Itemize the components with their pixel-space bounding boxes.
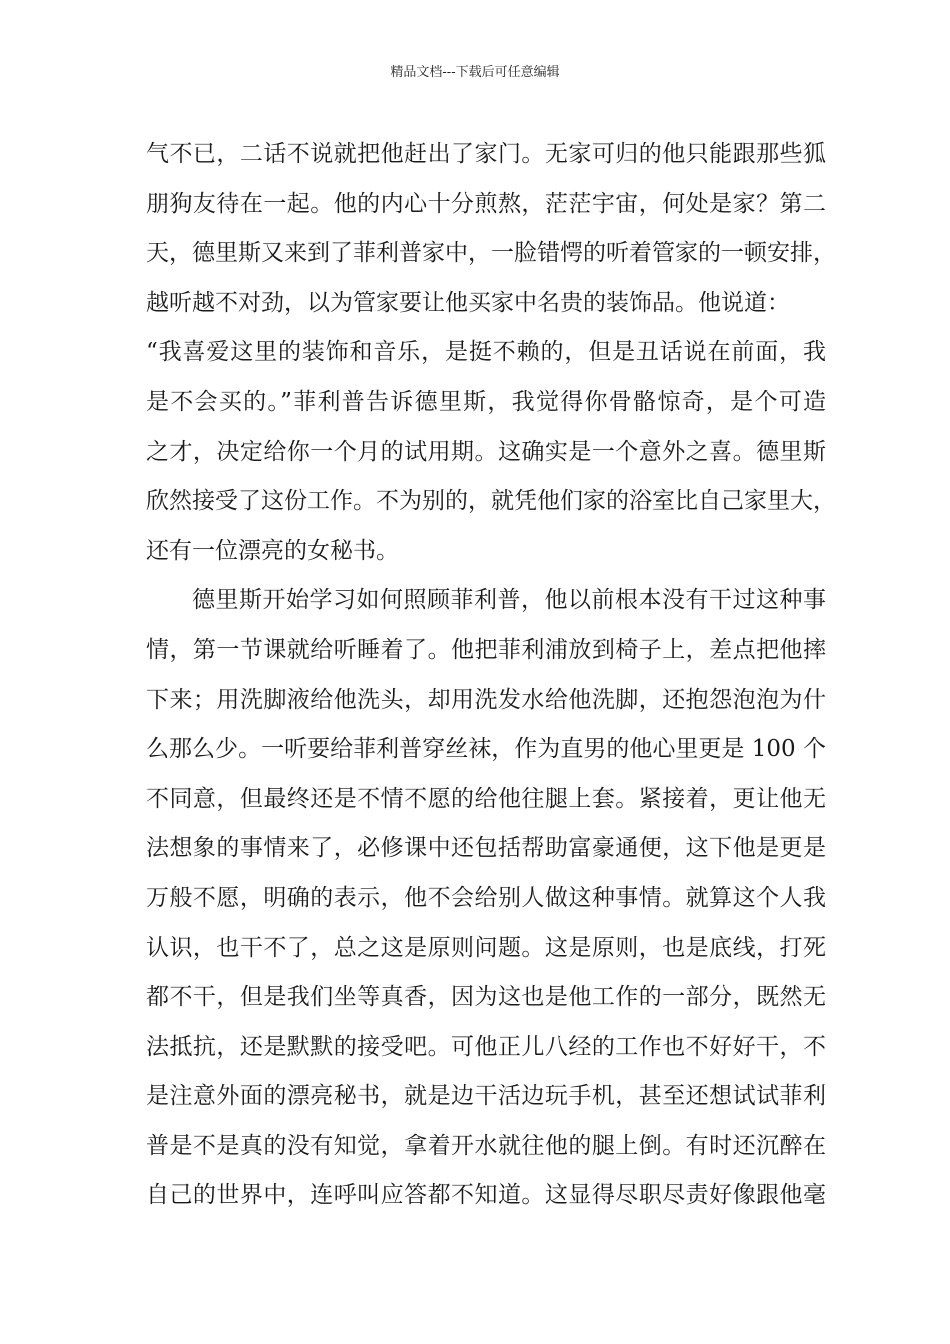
paragraph-2 [146,576,826,1221]
text-line: 还有一位漂亮的女秘书。 [146,537,399,564]
text-line: 法想象的事情来了，必修课中还包括帮助富豪通便，这下他是更是 [146,835,826,862]
text-line: 欣然接受了这份工作。不为别的，就凭他们家的浴室比自己家里大， [146,488,836,515]
text-line: 认识，也干不了，总之这是原则问题。这是原则，也是底线，打死 [146,934,826,961]
text-line: 都不干，但是我们坐等真香，因为这也是他工作的一部分，既然无 [146,984,826,1011]
text-line: 朋狗友待在一起。他的内心十分煎熬，茫茫宇宙，何处是家？第二 [146,190,826,217]
document-body [146,130,836,1221]
text-line: 气不已，二话不说就把他赶出了家门。无家可归的他只能跟那些狐 [146,141,826,167]
text-line: 么那么少。一听要给菲利普穿丝袜，作为直男的他心里更是 100 个 [146,736,826,763]
text-line: 天，德里斯又来到了菲利普家中，一脸错愕的听着管家的一顿安排， [146,240,836,267]
text-line: 德里斯开始学习如何照顾菲利普，他以前根本没有干过这种事 [192,587,826,614]
text-line: 万般不愿，明确的表示，他不会给别人做这种事情。就算这个人我 [146,884,826,911]
text-line: 之才，决定给你一个月的试用期。这确实是一个意外之喜。德里斯 [146,438,826,465]
text-line: 下来；用洗脚液给他洗头，却用洗发水给他洗脚，还抱怨泡泡为什 [146,686,826,713]
text-line: 自己的世界中，连呼叫应答都不知道。这显得尽职尽责好像跟他毫 [146,1182,826,1209]
text-line: 越听越不对劲，以为管家要让他买家中名贵的装饰品。他说道： [146,289,790,316]
text-line: 是不会买的。”菲利普告诉德里斯，我觉得你骨骼惊奇，是个可造 [146,388,826,415]
text-line: 不同意，但最终还是不情不愿的给他往腿上套。紧接着，更让他无 [146,785,826,812]
page-header: 精品文档---下载后可任意编辑 [390,65,560,80]
text-line: “我喜爱这里的装饰和音乐，是挺不赖的，但是丑话说在前面，我 [146,339,826,366]
paragraph-1 [146,130,836,576]
text-line: 普是不是真的没有知觉，拿着开水就往他的腿上倒。有时还沉醉在 [146,1132,826,1159]
text-line: 是注意外面的漂亮秘书，就是边干活边玩手机，甚至还想试试菲利 [146,1083,826,1110]
text-line: 法抵抗，还是默默的接受吧。可他正儿八经的工作也不好好干，不 [146,1033,826,1060]
text-line: 情，第一节课就给听睡着了。他把菲利浦放到椅子上，差点把他摔 [146,636,826,663]
